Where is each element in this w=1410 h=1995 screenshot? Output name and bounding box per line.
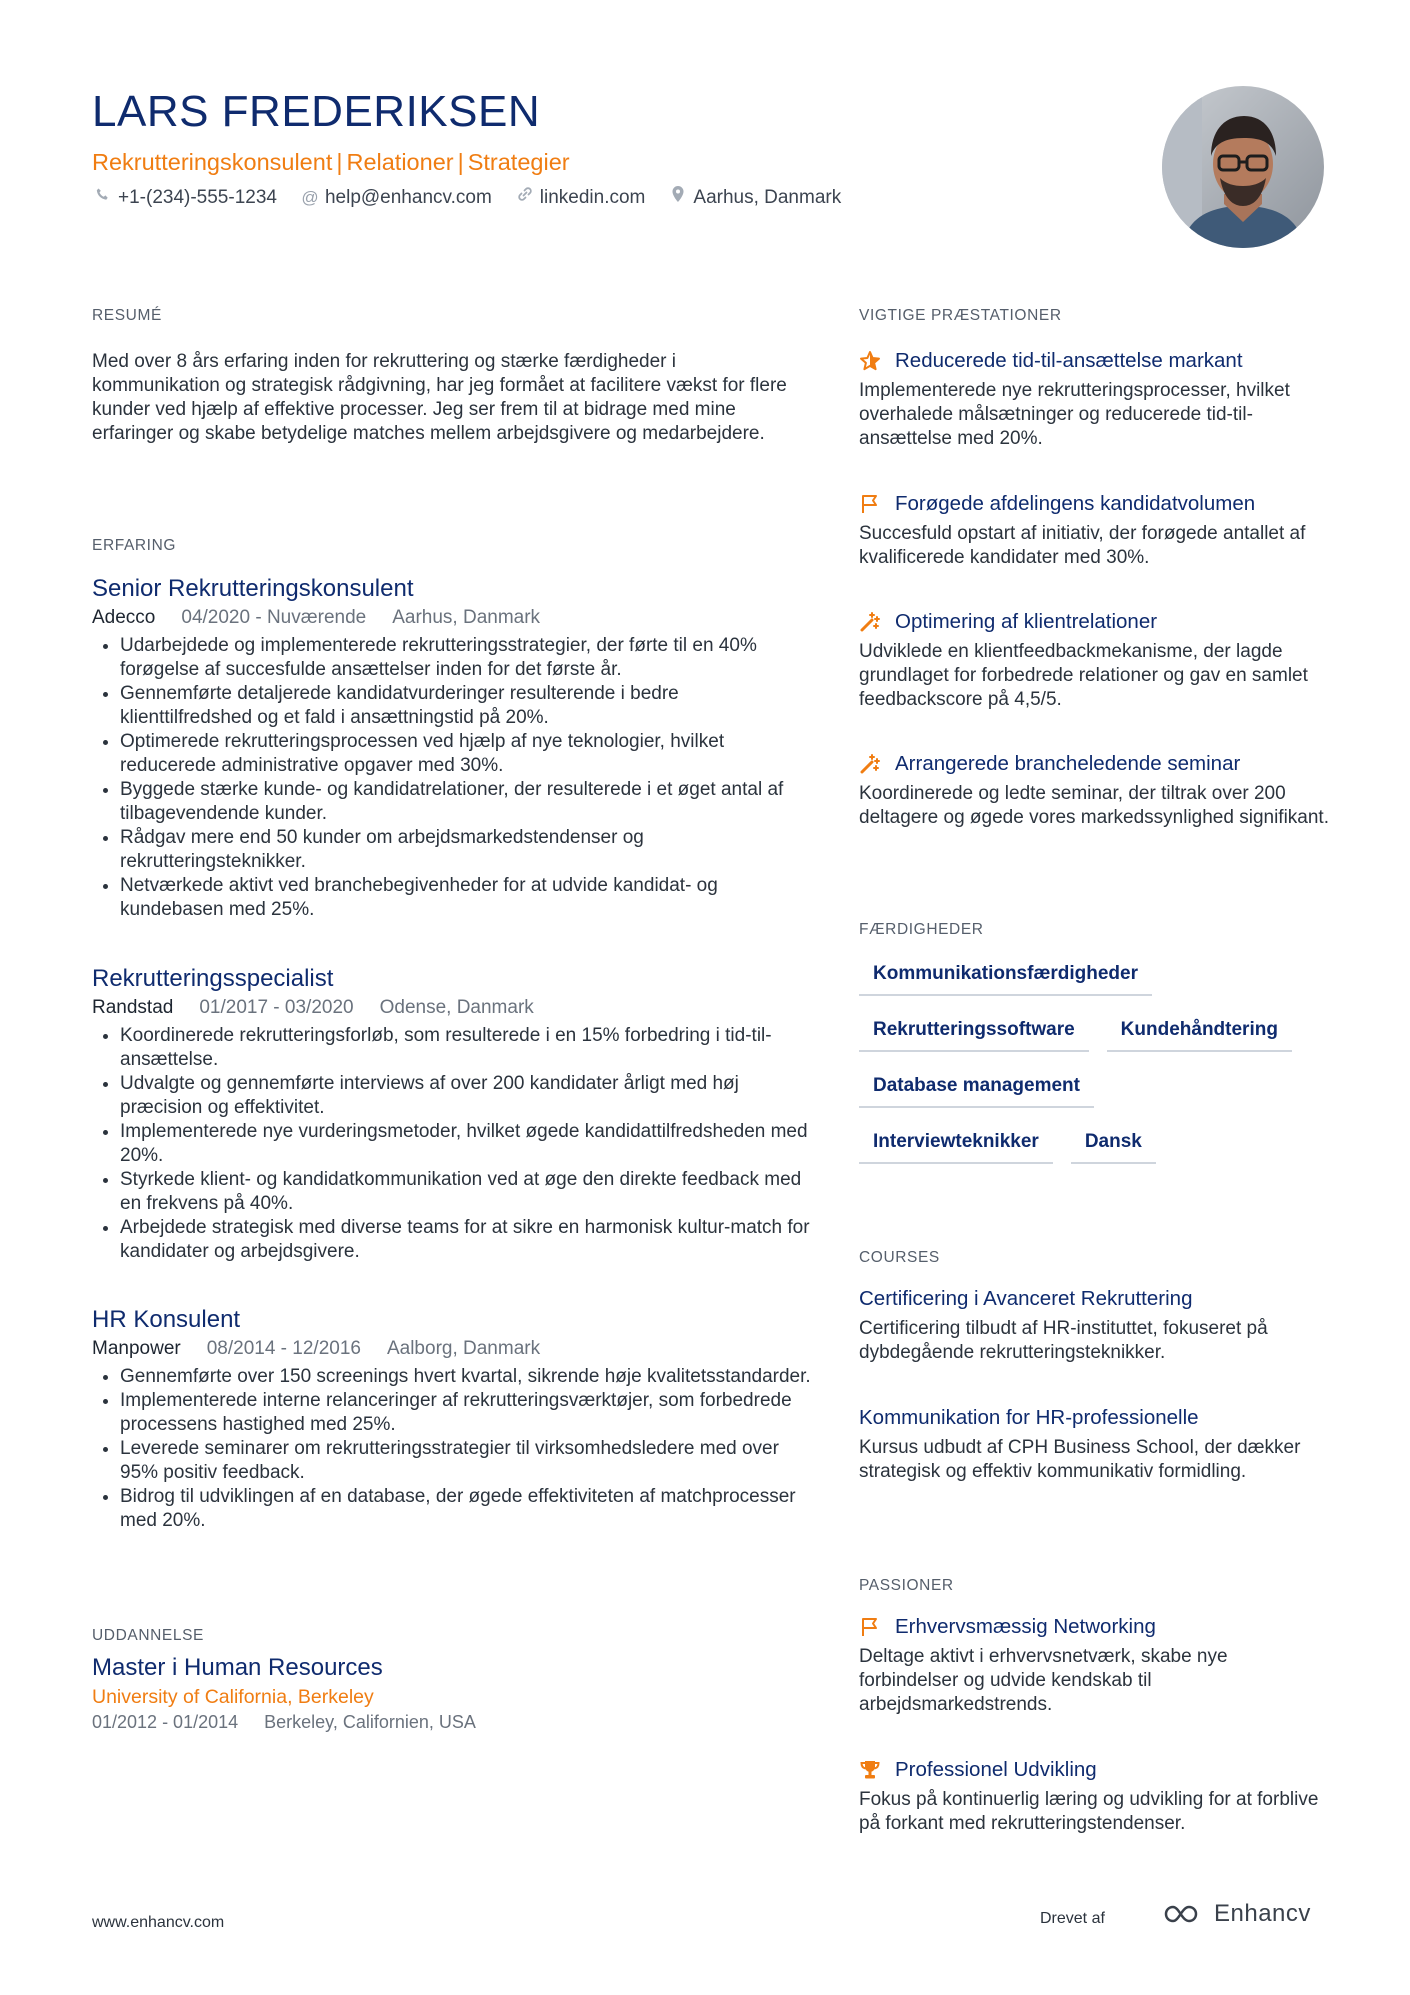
passion-title: Professionel Udvikling — [895, 1758, 1097, 1781]
achievement-desc: Udviklede en klientfeedbackmekanisme, der lagde grundlaget for forbedrede relationer og gav en samlet feedbackscore på 4,5/5. — [859, 641, 1308, 710]
avatar — [1162, 86, 1324, 248]
job-meta — [92, 1337, 812, 1361]
magic-wand-icon — [859, 611, 881, 633]
passion-desc: Fokus på kontinuerlig læring og udvikling for at forblive på forkant med rekrutteringstendenser. — [859, 1789, 1319, 1834]
section-heading-achievements: VIGTIGE PRÆSTATIONER — [859, 307, 1062, 324]
achievement-desc: Succesfuld opstart af initiativ, der forøgede antallet af kvalificerede kandidater med 30%. — [859, 523, 1306, 568]
summary-text: Med over 8 års erfaring inden for rekruttering og stærke færdigheder i kommunikation og strategisk rådgivning, har jeg formået at facilitere vækst for flere kunder ved hjælp af effektive processer. Jeg ser frem til at bidrage med mine erfaringer og skabe betydelige matches mellem arbejdsgivere og medarbejdere. — [92, 351, 787, 444]
skill-row — [859, 1016, 1329, 1052]
section-heading-summary: RESUMÉ — [92, 307, 162, 324]
job-date: 04/2020 - Nuværende — [181, 607, 367, 628]
job-bullet: • Udvalgte og gennemførte interviews af over 200 kandidater årligt med høj præcision og effektivitet. — [120, 1072, 812, 1120]
course-desc: Kursus udbudt af CPH Business School, der dækker strategisk og effektiv kommunikativ formidling. — [859, 1437, 1301, 1482]
job-bullet: • Implementerede nye vurderingsmetoder, hvilket øgede kandidattilfredsheden med 20%. — [120, 1120, 812, 1168]
trophy-icon — [859, 1759, 881, 1781]
job-bullet: • Koordinerede rekrutteringsforløb, som resulterede i en 15% forbedring i tid-til-ansættelse. — [120, 1024, 812, 1072]
achievement-title: Optimering af klientrelationer — [895, 610, 1158, 633]
course-title: Certificering i Avanceret Rekruttering — [859, 1287, 1193, 1310]
skill-tag: Rekrutteringssoftware — [859, 1016, 1089, 1052]
job-bullet: • Gennemførte over 150 screenings hvert kvartal, sikrende høje kvalitetsstandarder. — [120, 1365, 812, 1389]
achievement-item — [859, 490, 1329, 570]
job-bullet: • Gennemførte detaljerede kandidatvurderinger resulterende i bedre klienttilfredshed og et fald i ansættningstid på 20%. — [120, 682, 812, 730]
job-company: Randstad — [92, 997, 174, 1018]
job-bullets — [92, 1365, 812, 1533]
flag-icon — [859, 1616, 881, 1638]
section-heading-passions: PASSIONER — [859, 1577, 954, 1594]
achievement-desc: Koordinerede og ledte seminar, der tiltrak over 200 deltagere og øgede vores markedssynlighed signifikant. — [859, 783, 1329, 828]
at-sign-icon: @ — [301, 188, 319, 207]
passion-item — [859, 1613, 1329, 1717]
job-bullet: • Udarbejdede og implementerede rekrutteringsstrategier, der førte til en 40% forøgelse af succesfulde ansættelser inden for det første år. — [120, 634, 812, 682]
magic-wand-icon — [859, 753, 881, 775]
achievement-title: Reducerede tid-til-ansættelse markant — [895, 349, 1243, 372]
achievement-item — [859, 750, 1329, 830]
job-role: HR Konsulent — [92, 1306, 241, 1333]
job-role: Rekrutteringsspecialist — [92, 965, 334, 992]
title-part: Strategier — [467, 149, 570, 175]
title-part: Rekrutteringskonsulent — [92, 149, 333, 175]
job-bullet: • Byggede stærke kunde- og kandidatrelationer, der resulterede i et øget antal af tilbagevendende kunder. — [120, 778, 812, 826]
section-heading-courses: COURSES — [859, 1249, 940, 1266]
section-heading-skills: FÆRDIGHEDER — [859, 921, 984, 938]
skill-row — [859, 1072, 1329, 1108]
section-heading-experience: ERFARING — [92, 537, 177, 554]
job-bullet: • Implementerede interne relanceringer af rekrutteringsværktøjer, som forbedrede processens hastighed med 25%. — [120, 1389, 812, 1437]
job-bullets — [92, 1024, 812, 1264]
contact-location — [667, 184, 841, 212]
location-pin-icon — [667, 184, 689, 212]
skill-tag: Kommunikationsfærdigheder — [859, 960, 1152, 996]
skill-row — [859, 960, 1329, 996]
job-location: Aarhus, Danmark — [392, 607, 541, 628]
passion-item — [859, 1756, 1329, 1836]
education-entry — [92, 1652, 476, 1734]
course-title: Kommunikation for HR-professionelle — [859, 1406, 1199, 1429]
linkedin-text: linkedin.com — [539, 187, 646, 208]
flag-icon — [859, 493, 881, 515]
education-degree: Master i Human Resources — [92, 1654, 383, 1681]
contact-bar — [92, 184, 863, 212]
skill-tag: Interviewteknikker — [859, 1128, 1053, 1164]
location-text: Aarhus, Danmark — [693, 187, 842, 208]
phone-text: +1-(234)-555-1234 — [118, 187, 277, 208]
passion-desc: Deltage aktivt i erhvervsnetværk, skabe nye forbindelser og udvide kendskab til arbejdsmarkedstrends. — [859, 1646, 1228, 1715]
skill-tag: Dansk — [1071, 1128, 1156, 1164]
achievement-item — [859, 608, 1329, 712]
job-company: Manpower — [92, 1338, 181, 1359]
experience-entry — [92, 1305, 812, 1533]
section-heading-education: UDDANNELSE — [92, 1627, 204, 1644]
footer-powered-by: Drevet af — [1040, 1910, 1105, 1927]
job-meta — [92, 996, 812, 1020]
achievement-title: Arrangerede brancheledende seminar — [895, 752, 1241, 775]
title-part: Relationer — [346, 149, 454, 175]
enhancv-logo-text: Enhancv — [1214, 1900, 1311, 1927]
achievement-title: Forøgede afdelingens kandidatvolumen — [895, 492, 1256, 515]
course-item — [859, 1404, 1329, 1484]
education-meta — [92, 1710, 476, 1734]
skills-list — [859, 960, 1329, 1184]
job-bullets — [92, 634, 812, 922]
job-bullet: • Optimerede rekrutteringsprocessen ved hjælp af nye teknologier, hvilket reducerede administrative opgaver med 30%. — [120, 730, 812, 778]
job-bullet: • Styrkede klient- og kandidatkommunikation ved at øge den direkte feedback med en frekvens på 40%. — [120, 1168, 812, 1216]
job-location: Odense, Danmark — [379, 997, 534, 1018]
phone-icon — [92, 184, 114, 212]
job-date: 08/2014 - 12/2016 — [206, 1338, 361, 1359]
job-meta — [92, 606, 812, 630]
title-separator: | — [457, 149, 464, 175]
job-bullet: • Arbejdede strategisk med diverse teams for at sikre en harmonisk kultur-match for kandidater og arbejdsgivere. — [120, 1216, 812, 1264]
job-role: Senior Rekrutteringskonsulent — [92, 575, 414, 602]
skill-tag: Kundehåndtering — [1107, 1016, 1292, 1052]
course-desc: Certificering tilbudt af HR-instituttet, fokuseret på dybdegående rekrutteringsteknikker. — [859, 1318, 1268, 1363]
job-bullet: • Rådgav mere end 50 kunder om arbejdsmarkedstendenser og rekrutteringsteknikker. — [120, 826, 812, 874]
enhancv-logo-icon — [1160, 1902, 1208, 1926]
job-bullet: • Netværkede aktivt ved branchebegivenheder for at udvide kandidat- og kundebasen med 25%. — [120, 874, 812, 922]
education-date: 01/2012 - 01/2014 — [92, 1712, 239, 1732]
skill-tag: Database management — [859, 1072, 1094, 1108]
skill-row — [859, 1128, 1329, 1164]
link-icon — [514, 184, 536, 212]
passion-title: Erhvervsmæssig Networking — [895, 1615, 1156, 1638]
education-location: Berkeley, Californien, USA — [264, 1712, 476, 1732]
candidate-name: LARS FREDERIKSEN — [92, 87, 541, 136]
contact-email[interactable] — [299, 184, 492, 212]
star-icon — [859, 350, 881, 372]
contact-phone[interactable] — [92, 184, 277, 212]
email-text: help@enhancv.com — [324, 187, 492, 208]
education-school: University of California, Berkeley — [92, 1686, 374, 1708]
experience-entry — [92, 964, 812, 1264]
job-company: Adecco — [92, 607, 156, 628]
title-separator: | — [336, 149, 343, 175]
enhancv-logo[interactable] — [1160, 1900, 1311, 1928]
contact-linkedin[interactable] — [514, 184, 646, 212]
achievement-item — [859, 347, 1329, 451]
achievement-desc: Implementerede nye rekrutteringsprocesser, hvilket overhalede målsætninger og reducerede tid-til-ansættelse med 20%. — [859, 380, 1290, 449]
experience-entry — [92, 574, 812, 922]
job-bullet: • Bidrog til udviklingen af en database, der øgede effektiviteten af matchprocesser med 20%. — [120, 1485, 812, 1533]
job-bullet: • Leverede seminarer om rekrutteringsstrategier til virksomhedsledere med over 95% positiv feedback. — [120, 1437, 812, 1485]
job-location: Aalborg, Danmark — [386, 1338, 541, 1359]
job-date: 01/2017 - 03/2020 — [199, 997, 354, 1018]
footer-url[interactable]: www.enhancv.com — [92, 1914, 225, 1931]
course-item — [859, 1285, 1329, 1365]
candidate-title — [92, 146, 570, 178]
